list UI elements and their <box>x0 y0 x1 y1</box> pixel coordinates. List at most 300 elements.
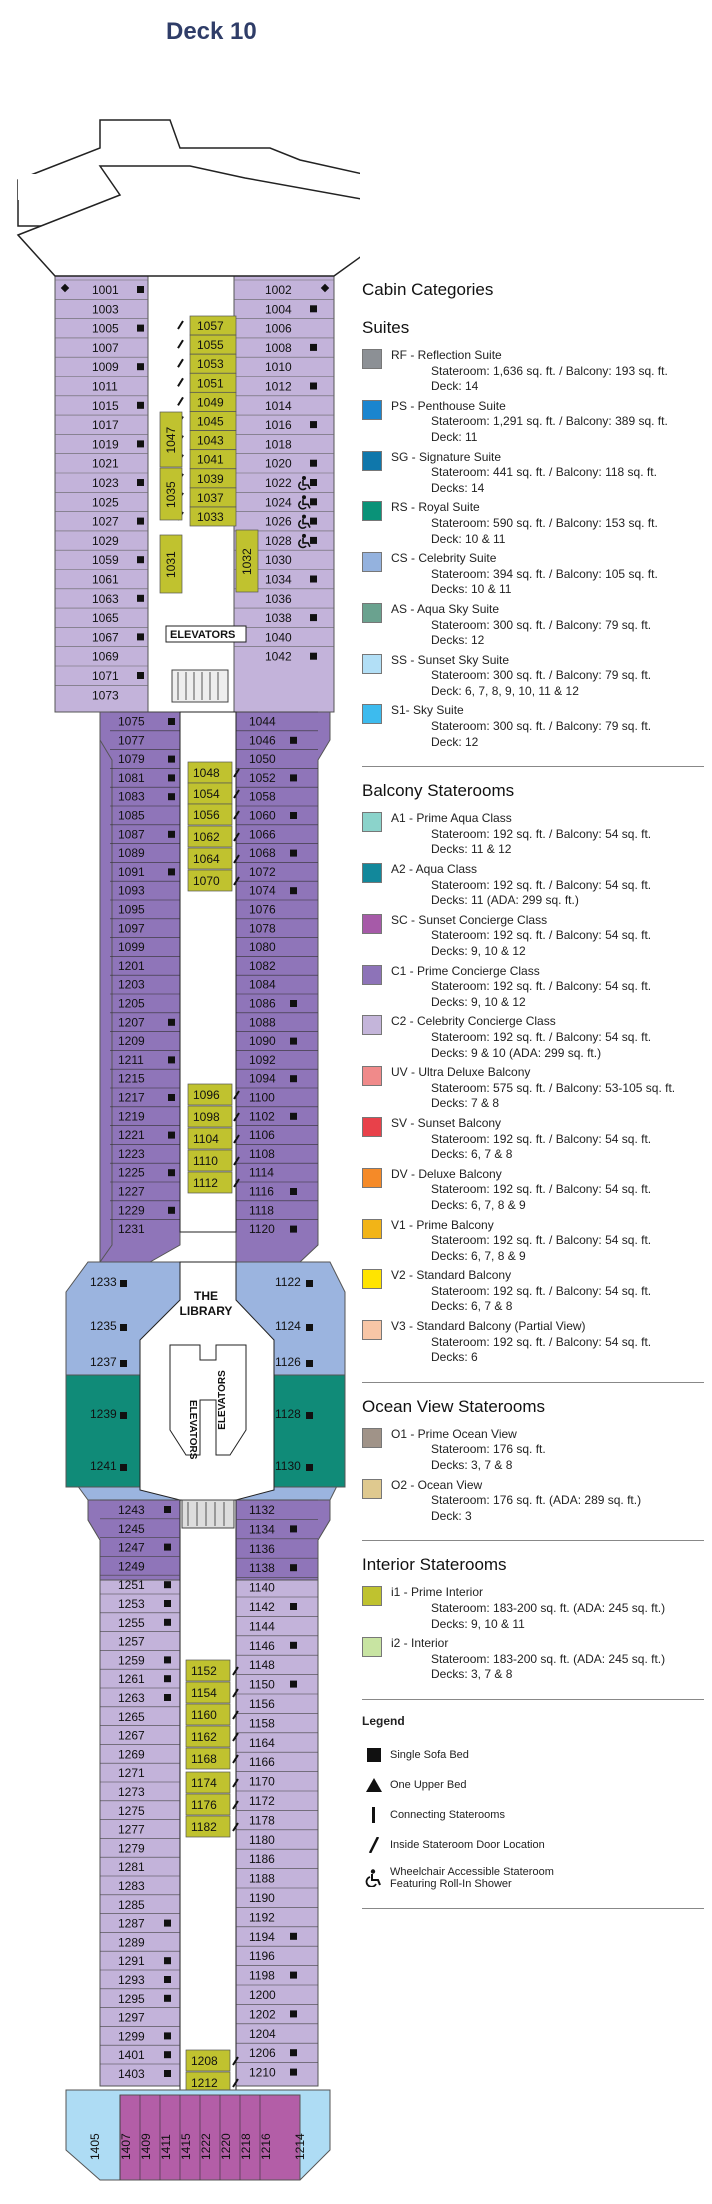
cabin-number: 1019 <box>92 437 119 452</box>
sofa-bed-icon <box>290 1226 297 1233</box>
cabin-number: 1200 <box>249 1988 276 2002</box>
category-detail: Deck: 6, 7, 8, 9, 10, 11 & 12 <box>431 683 579 698</box>
cabin-number: 1090 <box>249 1034 276 1049</box>
cabin-number: 1229 <box>118 1203 145 1218</box>
cabin-number: 1208 <box>191 2054 218 2068</box>
cabin-number: 1126 <box>275 1355 301 1369</box>
category-detail: Deck: 14 <box>431 379 479 394</box>
sofa-bed-icon <box>137 518 144 525</box>
category-detail: Stateroom: 192 sq. ft. / Balcony: 54 sq. ft. <box>431 1182 652 1197</box>
legend-item <box>362 1860 704 1896</box>
category-item <box>362 703 704 750</box>
sofa-bed-icon <box>120 1412 127 1419</box>
cabin-number: 1024 <box>265 495 292 510</box>
category-swatch <box>362 1066 382 1086</box>
cabin-number: 1168 <box>191 1752 217 1766</box>
sofa-bed-icon <box>164 1506 171 1513</box>
sofa-bed-icon <box>168 1132 175 1139</box>
category-item <box>362 1065 704 1112</box>
cabin-number: 1293 <box>118 1973 145 1987</box>
cabin-number: 1044 <box>249 714 276 729</box>
sofa-bed-icon <box>290 1188 297 1195</box>
category-name: V3 - Standard Balcony (Partial View) <box>391 1319 586 1334</box>
cabin-number: 1154 <box>191 1686 217 1700</box>
cabin-number: 1162 <box>191 1730 217 1744</box>
category-detail: Stateroom: 300 sq. ft. / Balcony: 79 sq. ft. <box>431 719 652 734</box>
sofa-bed-icon <box>164 1694 171 1701</box>
cabin-number: 1084 <box>249 977 276 992</box>
cabin-number: 1227 <box>118 1184 145 1199</box>
cabin-number: 1277 <box>118 1822 145 1837</box>
elevators-left-label: ELEVATORS <box>187 1400 198 1460</box>
category-swatch <box>362 451 382 471</box>
cabin-number: 1295 <box>118 1991 145 2006</box>
cabin-number: 1040 <box>265 630 292 645</box>
cabin-number: 1243 <box>118 1503 145 1517</box>
cabin-number: 1081 <box>118 770 145 785</box>
cabin-number: 1031 <box>164 551 178 578</box>
sofa-bed-icon <box>164 1995 171 2002</box>
cabin-number: 1012 <box>265 379 292 394</box>
cabin-number: 1011 <box>92 379 118 394</box>
cabin-number: 1222 <box>199 2133 213 2160</box>
cabin-number: 1156 <box>249 1697 275 1711</box>
cabin-number: 1072 <box>249 864 276 879</box>
category-name: O2 - Ocean View <box>391 1477 483 1492</box>
cabin-number: 1206 <box>249 2046 276 2061</box>
sofa-bed-icon <box>164 1600 171 1607</box>
cabin-number: 1085 <box>118 808 145 823</box>
cabin-number: 1241 <box>90 1459 117 1473</box>
cabin-number: 1140 <box>249 1580 275 1595</box>
cabin-number: 1033 <box>197 510 224 524</box>
cabin-number: 1053 <box>197 357 224 372</box>
category-section <box>362 318 704 767</box>
category-name: SS - Sunset Sky Suite <box>391 652 510 667</box>
category-item <box>362 450 704 497</box>
cabin-number: 1297 <box>118 2010 145 2025</box>
cabin-number: 1008 <box>265 340 292 355</box>
category-name: V1 - Prime Balcony <box>391 1217 494 1232</box>
category-detail: Decks: 6, 7 & 8 <box>431 1147 513 1162</box>
sofa-bed-icon <box>290 1075 297 1082</box>
category-item <box>362 811 704 858</box>
sofa-bed-icon <box>137 479 144 486</box>
cabin-number: 1055 <box>197 338 224 353</box>
category-detail: Deck: 3 <box>431 1508 472 1523</box>
sofa-bed-icon <box>120 1324 127 1331</box>
cabin-number: 1060 <box>249 808 276 823</box>
category-swatch <box>362 1479 382 1499</box>
category-name: SC - Sunset Concierge Class <box>391 912 548 927</box>
cabin-number: 1150 <box>249 1677 275 1692</box>
door-location-icon <box>178 397 183 405</box>
sofa-bed-icon <box>164 1976 171 1983</box>
cabin-number: 1136 <box>249 1541 275 1556</box>
sofa-bed-icon <box>290 737 297 744</box>
cabin-number: 1218 <box>239 2133 253 2160</box>
cabin-number: 1036 <box>265 591 292 606</box>
door-location-icon <box>362 1837 386 1853</box>
cabin-number: 1016 <box>265 418 292 433</box>
cabin-number: 1279 <box>118 1841 145 1856</box>
cabin-number: 1152 <box>191 1664 217 1678</box>
category-detail: Decks: 14 <box>431 480 485 495</box>
cabin-number: 1071 <box>92 669 119 683</box>
category-swatch <box>362 654 382 674</box>
cabin-number: 1083 <box>118 789 145 804</box>
cabin-number: 1076 <box>249 902 276 917</box>
category-section <box>362 1397 704 1542</box>
sofa-bed-icon <box>137 556 144 563</box>
cabin-number: 1231 <box>118 1222 145 1237</box>
sofa-bed-icon <box>290 1972 297 1979</box>
sofa-bed-icon <box>310 479 317 486</box>
category-name: C1 - Prime Concierge Class <box>391 963 540 978</box>
legend-label: Single Sofa Bed <box>390 1748 469 1761</box>
cabin-number: 1073 <box>92 688 119 703</box>
category-swatch <box>362 1637 382 1657</box>
cabin-number: 1180 <box>249 1832 275 1847</box>
category-detail: Stateroom: 192 sq. ft. / Balcony: 54 sq. ft. <box>431 1283 652 1298</box>
sofa-bed-icon <box>290 774 297 781</box>
sofa-bed-icon <box>164 1675 171 1682</box>
elevators-right-label: ELEVATORS <box>217 1370 228 1430</box>
door-location-icon <box>178 340 183 348</box>
cabin-number: 1077 <box>118 733 145 748</box>
cabin-number: 1047 <box>164 426 178 454</box>
category-item <box>362 1116 704 1163</box>
category-swatch <box>362 603 382 623</box>
sofa-bed-icon <box>310 576 317 583</box>
category-detail: Decks: 11 & 12 <box>431 842 512 857</box>
sofa-bed-icon <box>168 793 175 800</box>
cabin-number: 1299 <box>118 2029 145 2044</box>
cabin-number: 1045 <box>197 414 224 429</box>
cabin-number: 1166 <box>249 1755 275 1770</box>
sofa-bed-icon <box>290 1603 297 1610</box>
cabin-number: 1217 <box>118 1090 145 1105</box>
sofa-bed-icon <box>290 2049 297 2056</box>
category-swatch <box>362 965 382 985</box>
cabin-number: 1269 <box>118 1747 145 1762</box>
category-item <box>362 602 704 649</box>
sofa-bed-icon <box>290 1933 297 1940</box>
cabin-number: 1018 <box>265 437 292 452</box>
category-detail: Stateroom: 192 sq. ft. / Balcony: 54 sq. ft. <box>431 826 652 841</box>
sofa-bed-icon <box>164 2051 171 2058</box>
sofa-bed-icon <box>290 850 297 857</box>
category-detail: Deck: 10 & 11 <box>431 531 506 546</box>
category-detail: Stateroom: 1,636 sq. ft. / Balcony: 193 sq. ft. <box>431 363 668 378</box>
cabin-number: 1051 <box>197 376 224 391</box>
cabin-number: 1281 <box>118 1860 145 1875</box>
cabin-number: 1005 <box>92 321 119 336</box>
cabin-number: 1214 <box>293 2133 307 2160</box>
sofa-bed-icon <box>168 1207 175 1214</box>
sofa-bed-icon <box>290 887 297 894</box>
cabin-number: 1251 <box>118 1578 145 1593</box>
sofa-bed-icon <box>290 1525 297 1532</box>
cabin-number: 1215 <box>118 1071 145 1086</box>
door-location-icon <box>178 378 183 386</box>
cabin-number: 1192 <box>249 1910 275 1925</box>
category-item <box>362 1014 704 1061</box>
category-item <box>362 348 704 395</box>
category-detail: Stateroom: 192 sq. ft. / Balcony: 54 sq. ft. <box>431 979 652 994</box>
legend-box <box>362 1714 704 1909</box>
sofa-bed-icon <box>164 1656 171 1663</box>
category-swatch <box>362 400 382 420</box>
wheelchair-icon <box>362 1869 386 1887</box>
cabin-number: 1075 <box>118 714 145 729</box>
cabin-number: 1235 <box>90 1319 117 1333</box>
cabin-number: 1148 <box>249 1658 275 1673</box>
cabin-number: 1116 <box>249 1184 274 1199</box>
cabin-number: 1285 <box>118 1897 145 1912</box>
section-title: Suites <box>362 318 410 337</box>
cabin-number: 1001 <box>92 283 119 297</box>
cabin-number: 1094 <box>249 1071 276 1086</box>
cabin-number: 1058 <box>249 789 276 804</box>
category-detail: Stateroom: 183-200 sq. ft. (ADA: 245 sq. ft.) <box>431 1651 666 1666</box>
cabin-number: 1221 <box>118 1128 145 1143</box>
cabin-number: 1039 <box>197 471 224 486</box>
sofa-bed-icon <box>137 325 144 332</box>
category-item <box>362 1319 704 1366</box>
cabin-number: 1069 <box>92 649 119 664</box>
category-item <box>362 399 704 446</box>
sofa-bed-icon <box>362 1748 386 1762</box>
staircase-icon <box>172 670 228 702</box>
category-name: O1 - Prime Ocean View <box>391 1426 517 1441</box>
cabin-number: 1122 <box>275 1275 301 1289</box>
cabin-number: 1041 <box>197 452 224 467</box>
cabin-number: 1007 <box>92 340 119 355</box>
category-item <box>362 1268 704 1315</box>
cabin-number: 1093 <box>118 883 145 898</box>
cabin-number: 1219 <box>118 1109 145 1124</box>
category-item <box>362 653 704 700</box>
category-detail: Stateroom: 590 sq. ft. / Balcony: 153 sq. ft. <box>431 515 658 530</box>
cabin-number: 1014 <box>265 398 292 413</box>
category-swatch <box>362 1219 382 1239</box>
sofa-bed-icon <box>164 2070 171 2077</box>
sofa-bed-icon <box>168 1019 175 1026</box>
sofa-bed-icon <box>310 305 317 312</box>
sofa-bed-icon <box>310 421 317 428</box>
category-detail: Stateroom: 394 sq. ft. / Balcony: 105 sq. ft. <box>431 566 658 581</box>
cabin-number: 1102 <box>249 1109 275 1124</box>
category-detail: Decks: 6, 7 & 8 <box>431 1299 513 1314</box>
cabin-number: 1095 <box>118 902 145 917</box>
cabin-number: 1088 <box>249 1015 276 1030</box>
cabin-number: 1130 <box>275 1459 301 1473</box>
cabin-number: 1003 <box>92 302 119 317</box>
cabin-number: 1204 <box>249 2026 276 2041</box>
category-detail: Stateroom: 183-200 sq. ft. (ADA: 245 sq. ft.) <box>431 1601 666 1615</box>
category-section <box>362 781 704 1383</box>
cabin-number: 1025 <box>92 495 119 510</box>
cabin-number: 1038 <box>265 611 292 626</box>
cabin-number: 1253 <box>118 1597 145 1611</box>
cabin-number: 1287 <box>118 1916 145 1931</box>
sofa-bed-icon <box>290 1642 297 1649</box>
category-detail: Stateroom: 192 sq. ft. / Balcony: 54 sq. ft. <box>431 928 652 943</box>
category-name: UV - Ultra Deluxe Balcony <box>391 1065 531 1080</box>
cabin-number: 1097 <box>118 921 145 936</box>
category-detail: Stateroom: 300 sq. ft. / Balcony: 79 sq. ft. <box>431 668 652 683</box>
cabin-number: 1223 <box>118 1146 145 1161</box>
category-detail: Stateroom: 192 sq. ft. / Balcony: 54 sq. ft. <box>431 1131 652 1146</box>
cabin-number: 1048 <box>193 766 220 780</box>
category-detail: Decks: 6 <box>431 1350 478 1365</box>
category-swatch <box>362 704 382 724</box>
cabin-number: 1176 <box>191 1798 217 1812</box>
category-name: CS - Celebrity Suite <box>391 551 497 566</box>
category-detail: Decks: 3, 7 & 8 <box>431 1458 513 1473</box>
cabin-number: 1216 <box>259 2133 273 2160</box>
category-detail: Decks: 9, 10 & 12 <box>431 994 526 1009</box>
cabin-number: 1265 <box>118 1709 145 1724</box>
cabin-number: 1212 <box>191 2076 218 2090</box>
sofa-bed-icon <box>137 633 144 640</box>
elevators-label: ELEVATORS <box>170 629 236 641</box>
cabin-number: 1028 <box>265 533 292 548</box>
sofa-bed-icon <box>290 1113 297 1120</box>
cabin-number: 1289 <box>118 1935 145 1950</box>
cabin-number: 1182 <box>191 1820 217 1834</box>
cabin-number: 1144 <box>249 1619 275 1634</box>
cabin-number: 1030 <box>265 553 292 568</box>
cabin-number: 1203 <box>118 977 145 992</box>
cabin-number: 1114 <box>249 1165 274 1180</box>
sofa-bed-icon <box>306 1324 313 1331</box>
legend-item <box>362 1740 704 1770</box>
category-item <box>362 551 704 598</box>
cabin-number: 1056 <box>193 808 220 822</box>
category-name: SV - Sunset Balcony <box>391 1115 502 1130</box>
cabin-number: 1225 <box>118 1165 145 1180</box>
category-detail: Decks: 11 (ADA: 299 sq. ft.) <box>431 893 579 908</box>
cabin-categories-panel <box>362 280 704 1923</box>
legend-item <box>362 1770 704 1800</box>
sofa-bed-icon <box>290 1038 297 1045</box>
category-detail: Decks: 9, 10 & 11 <box>431 1616 525 1631</box>
cabin-number: 1273 <box>118 1785 145 1799</box>
category-detail: Decks: 10 & 11 <box>431 582 512 597</box>
category-item <box>362 1167 704 1214</box>
category-name: DV - Deluxe Balcony <box>391 1166 502 1181</box>
sofa-bed-icon <box>310 653 317 660</box>
cabin-number: 1050 <box>249 752 276 767</box>
cabin-number: 1237 <box>90 1355 117 1369</box>
cabin-number: 1029 <box>92 533 119 548</box>
cabin-number: 1042 <box>265 649 292 664</box>
sofa-bed-icon <box>310 614 317 621</box>
sofa-bed-icon <box>290 1681 297 1688</box>
cabin-number: 1108 <box>249 1146 275 1161</box>
sofa-bed-icon <box>168 1056 175 1063</box>
sofa-bed-icon <box>168 868 175 875</box>
category-swatch <box>362 1586 382 1606</box>
category-swatch <box>362 1320 382 1340</box>
category-swatch <box>362 552 382 572</box>
legend-label: One Upper Bed <box>390 1778 467 1791</box>
sofa-bed-icon <box>164 1544 171 1551</box>
section-title: Balcony Staterooms <box>362 781 515 801</box>
cabin-number: 1170 <box>249 1774 275 1789</box>
cabin-number: 1124 <box>275 1319 301 1333</box>
sofa-bed-icon <box>290 1564 297 1571</box>
cabin-number: 1080 <box>249 940 276 955</box>
sofa-bed-icon <box>137 402 144 409</box>
category-swatch <box>362 1168 382 1188</box>
door-location-icon <box>178 321 183 329</box>
cabin-number: 1164 <box>249 1735 275 1750</box>
cabin-number: 1186 <box>249 1852 275 1867</box>
sofa-bed-icon <box>120 1280 127 1287</box>
cabin-number: 1099 <box>118 940 145 955</box>
legend-label: Inside Stateroom Door Location <box>390 1838 545 1851</box>
cabin-number: 1104 <box>193 1132 219 1146</box>
cabin-categories-heading: Cabin Categories <box>362 280 494 299</box>
category-detail: Stateroom: 192 sq. ft. / Balcony: 54 sq. ft. <box>431 1233 652 1248</box>
category-name: RS - Royal Suite <box>391 500 480 515</box>
cabin-number: 1198 <box>249 1968 275 1983</box>
category-detail: Decks: 6, 7, 8 & 9 <box>431 1248 526 1263</box>
cabin-number: 1257 <box>118 1634 145 1649</box>
cabin-number: 1267 <box>118 1728 145 1743</box>
cabin-number: 1004 <box>265 302 292 317</box>
cabin-number: 1092 <box>249 1052 276 1067</box>
sofa-bed-icon <box>164 1957 171 1964</box>
category-item <box>362 1427 704 1474</box>
sofa-bed-icon <box>290 2010 297 2017</box>
section-title: Ocean View Staterooms <box>362 1396 545 1416</box>
cabin-number: 1211 <box>118 1052 144 1067</box>
legend-label: Wheelchair Accessible Stateroom Featuring Roll-In Shower <box>390 1865 554 1890</box>
sofa-bed-icon <box>168 1094 175 1101</box>
cabin-number: 1067 <box>92 630 119 645</box>
category-swatch <box>362 1117 382 1137</box>
category-name: A1 - Prime Aqua Class <box>391 811 512 826</box>
cabin-number: 1405 <box>88 2133 102 2160</box>
category-swatch <box>362 501 382 521</box>
cabin-number: 1132 <box>249 1503 275 1517</box>
sofa-bed-icon <box>310 383 317 390</box>
category-section <box>362 1555 704 1700</box>
cabin-number: 1020 <box>265 456 292 471</box>
cabin-number: 1054 <box>193 787 220 801</box>
cabin-number: 1220 <box>219 2133 233 2160</box>
cabin-number: 1210 <box>249 2065 276 2080</box>
cabin-number: 1091 <box>118 864 145 879</box>
sofa-bed-icon <box>168 756 175 763</box>
cabin-number: 1160 <box>191 1708 217 1722</box>
cabin-number: 1201 <box>118 958 145 973</box>
cabin-number: 1138 <box>249 1561 275 1576</box>
legend-title: Legend <box>362 1713 405 1728</box>
cabin-number: 1205 <box>118 996 145 1011</box>
category-swatch <box>362 1269 382 1289</box>
category-name: RF - Reflection Suite <box>391 348 502 362</box>
category-swatch <box>362 349 382 369</box>
legend-item <box>362 1830 704 1860</box>
cabin-number: 1249 <box>118 1559 145 1574</box>
category-item <box>362 1218 704 1265</box>
cabin-number: 1112 <box>193 1176 218 1190</box>
